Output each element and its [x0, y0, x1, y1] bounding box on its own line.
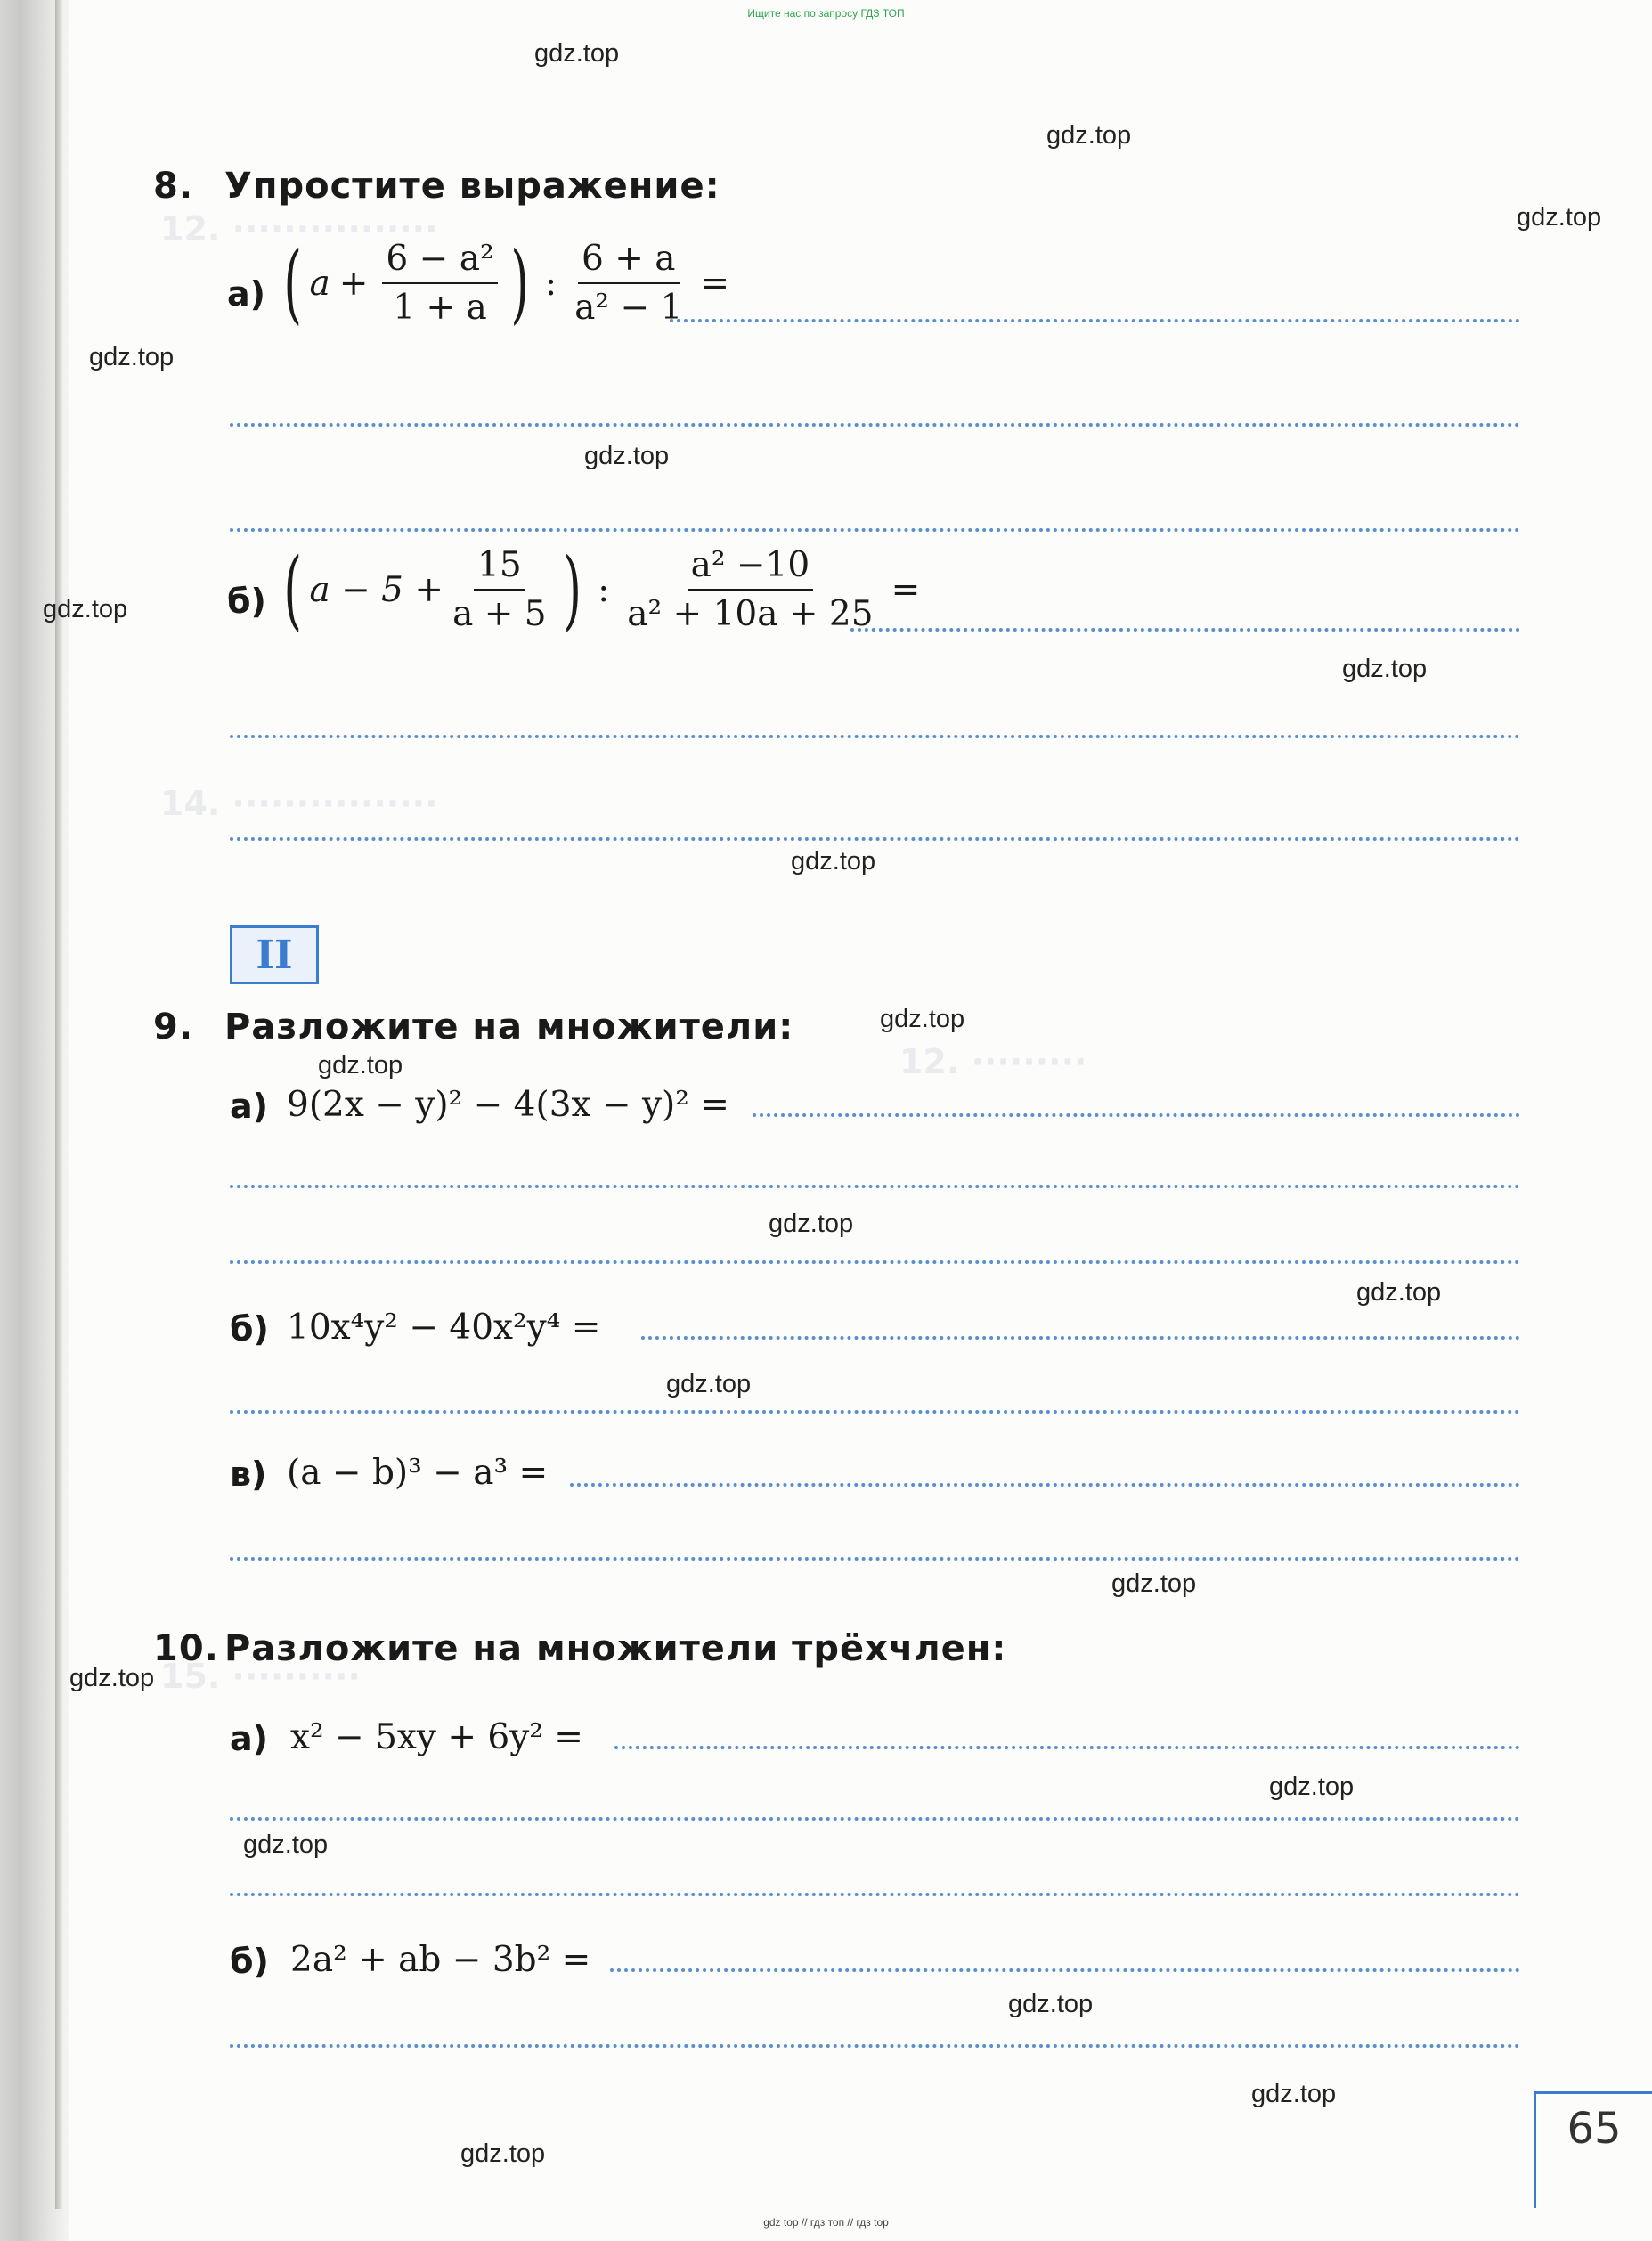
- answer-line[interactable]: [230, 837, 1520, 841]
- task-9b-label: б): [230, 1309, 269, 1349]
- denominator: a² + 10a + 25: [627, 594, 874, 634]
- task-title: Упростите выражение:: [224, 166, 720, 207]
- task-8b-expression: [276, 540, 929, 640]
- right-paren: ): [510, 233, 529, 333]
- watermark: gdz.top: [1269, 1772, 1355, 1801]
- watermark: gdz.top: [769, 1210, 854, 1238]
- task-10a-expression: x² − 5xy + 6y² =: [290, 1717, 583, 1757]
- watermark: gdz.top: [880, 1005, 965, 1033]
- answer-line[interactable]: [230, 2044, 1520, 2048]
- answer-line[interactable]: [614, 1746, 1520, 1749]
- answer-line[interactable]: [230, 528, 1520, 532]
- watermark: gdz.top: [460, 2139, 546, 2168]
- watermark: gdz.top: [1517, 203, 1602, 232]
- denominator: a + 5: [452, 594, 547, 634]
- answer-line[interactable]: [230, 423, 1520, 427]
- task-title: Разложите на множители трёхчлен:: [224, 1628, 1007, 1669]
- watermark: gdz.top: [89, 343, 175, 371]
- show-through-2: 14. ················: [160, 784, 438, 823]
- answer-line[interactable]: [641, 1336, 1520, 1340]
- watermark: gdz.top: [534, 39, 620, 68]
- task-9a-expression: 9(2x − y)² − 4(3x − y)² =: [287, 1085, 729, 1125]
- operator: +: [338, 263, 369, 304]
- answer-line[interactable]: [230, 1817, 1520, 1821]
- answer-line[interactable]: [850, 628, 1520, 632]
- numerator: 6 − a²: [382, 239, 497, 284]
- answer-line[interactable]: [230, 1260, 1520, 1264]
- task-8-heading: [153, 166, 720, 207]
- answer-line[interactable]: [230, 1557, 1520, 1561]
- answer-line[interactable]: [230, 1185, 1520, 1188]
- top-search-note: Ищите нас по запросу ГДЗ ТОП: [747, 7, 905, 20]
- task-10b-label: б): [230, 1942, 269, 1981]
- task-number: 9.: [153, 1006, 194, 1047]
- task-9b-expression: 10x⁴y² − 40x²y⁴ =: [287, 1308, 601, 1348]
- fraction: [382, 239, 497, 328]
- watermark: gdz.top: [791, 847, 876, 876]
- term: a − 5 +: [309, 569, 444, 610]
- operator: :: [598, 569, 610, 610]
- footer-note: gdz top // гдз топ // гдз top: [763, 2216, 889, 2229]
- task-10-heading: [153, 1628, 1006, 1669]
- fraction: [571, 239, 686, 328]
- answer-line[interactable]: [230, 735, 1520, 738]
- task-9c-expression: (a − b)³ − a³ =: [287, 1453, 549, 1493]
- answer-line[interactable]: [610, 1968, 1520, 1972]
- watermark: gdz.top: [43, 595, 128, 623]
- page-number: 65: [1567, 2104, 1622, 2154]
- page-binding-edge: [55, 0, 62, 2209]
- numerator: 15: [474, 545, 525, 591]
- answer-line[interactable]: [230, 1410, 1520, 1414]
- answer-line[interactable]: [670, 319, 1520, 322]
- task-number: 8.: [153, 166, 194, 207]
- show-through-4: 15. ··········: [160, 1657, 361, 1696]
- watermark: gdz.top: [1008, 1990, 1094, 2018]
- numerator: 6 + a: [578, 239, 680, 284]
- show-through-1: 12. ················: [160, 209, 438, 249]
- answer-line[interactable]: [753, 1113, 1520, 1117]
- task-title: Разложите на множители:: [224, 1006, 794, 1047]
- watermark: gdz.top: [1251, 2080, 1337, 2108]
- show-through-3: 12. ·········: [899, 1042, 1087, 1081]
- watermark: gdz.top: [318, 1051, 403, 1080]
- denominator: a² − 1: [574, 288, 683, 328]
- fraction: [449, 545, 550, 634]
- left-paren: (: [283, 233, 303, 333]
- task-9-heading: [153, 1006, 793, 1047]
- watermark: gdz.top: [666, 1370, 752, 1398]
- task-10a-label: а): [230, 1719, 269, 1758]
- denominator: 1 + a: [393, 288, 487, 328]
- task-9a-label: а): [230, 1087, 269, 1126]
- task-10b-expression: 2a² + ab − 3b² =: [290, 1940, 591, 1980]
- watermark: gdz.top: [1342, 655, 1428, 683]
- watermark: gdz.top: [1111, 1569, 1197, 1598]
- task-8a-expression: [276, 233, 738, 333]
- task-8a-label: а): [227, 274, 266, 314]
- left-paren: (: [283, 540, 303, 640]
- equals-sign: =: [891, 569, 921, 610]
- watermark: gdz.top: [1356, 1278, 1442, 1307]
- watermark: gdz.top: [243, 1830, 329, 1859]
- term: a: [309, 263, 330, 304]
- fraction: [623, 545, 876, 634]
- task-9c-label: в): [230, 1455, 267, 1494]
- equals-sign: =: [700, 263, 730, 304]
- answer-line[interactable]: [230, 1893, 1520, 1896]
- watermark: gdz.top: [1046, 121, 1132, 150]
- watermark: gdz.top: [584, 442, 670, 470]
- section-marker: II: [230, 925, 319, 984]
- operator: :: [545, 263, 557, 304]
- answer-line[interactable]: [570, 1483, 1520, 1487]
- watermark: gdz.top: [69, 1664, 155, 1692]
- numerator: a² −10: [688, 545, 814, 591]
- task-8b-label: б): [227, 582, 266, 621]
- right-paren: ): [563, 540, 582, 640]
- task-number: 10.: [153, 1628, 219, 1669]
